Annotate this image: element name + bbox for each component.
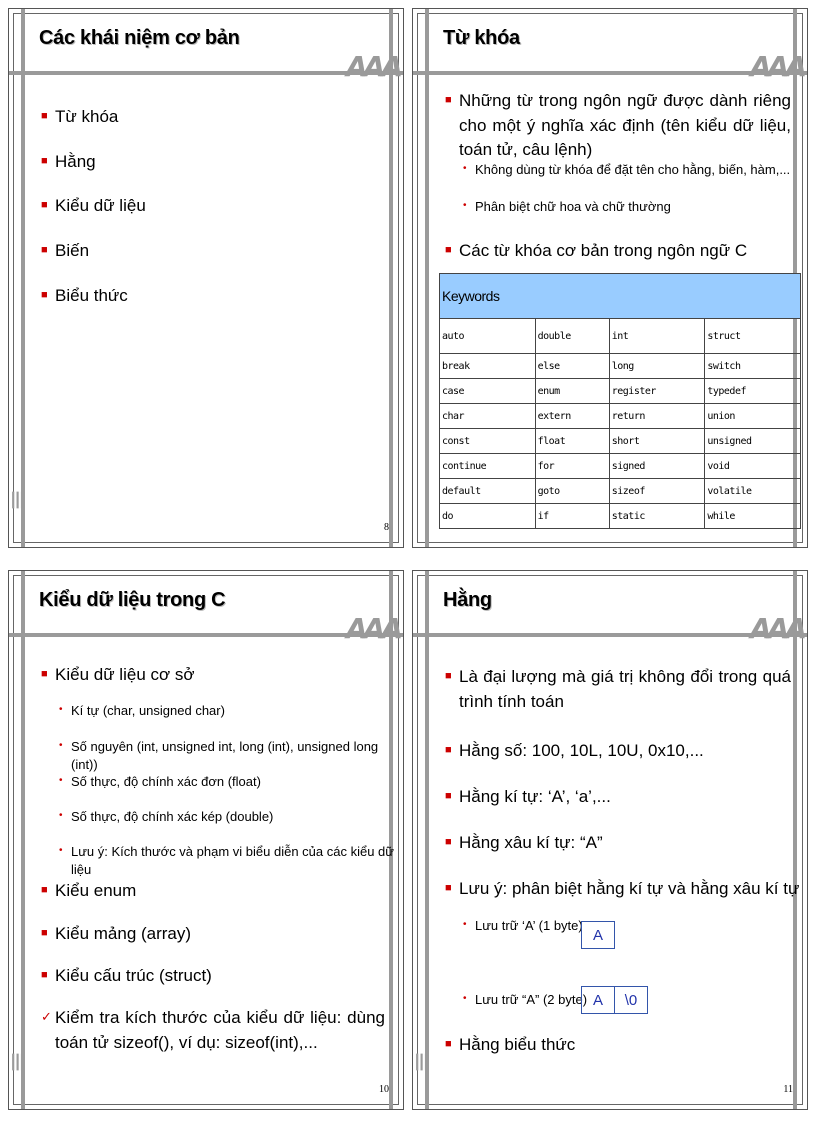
page-number: 11 [783,1084,793,1095]
decoration-icon: AAA [749,612,803,645]
bullet-icon: • [59,775,63,786]
table-row [440,319,801,354]
table-cell: double [535,319,609,354]
table-cell: continue [440,454,536,479]
frame-bar-title [9,71,403,75]
table-cell: register [609,379,705,404]
table-cell: union [705,404,801,429]
bullet-icon: ■ [445,670,452,682]
table-cell: short [609,429,705,454]
table-cell: switch [705,354,801,379]
bullet-icon: ■ [41,969,48,981]
frame-bar-left [21,9,25,547]
frame-bar-title [413,633,807,637]
frame-bar-left [425,9,429,547]
bullet-icon: ■ [41,155,48,167]
sub-bullet-item: • Lưu trữ ‘A’ (1 byte) [463,918,583,933]
bullet-item: ■ Hằng xâu kí tự: “A” [445,833,603,852]
page-number: 8 [384,522,389,533]
table-cell: break [440,354,536,379]
bullet-icon: ■ [41,110,48,122]
table-cell: extern [535,404,609,429]
table-header: Keywords [440,274,801,319]
bullet-item: ■ Những từ trong ngôn ngữ được dành riêng cho một ý nghĩa xác định (tên kiểu dữ liệu, toán tử, câu lệnh) [445,91,791,160]
slide-title: Các khái niệm cơ bản [39,27,240,49]
table-cell: goto [535,479,609,504]
bullet-icon: • [59,740,63,751]
bullet-icon: ■ [445,94,452,106]
table-cell: sizeof [609,479,705,504]
table-cell: static [609,504,705,529]
table-cell: if [535,504,609,529]
bullet-icon: ■ [41,244,48,256]
bullet-icon: ■ [445,790,452,802]
bullet-item: ■ Hằng [41,152,96,171]
bullet-icon: • [463,993,467,1004]
bullet-icon: ■ [41,199,48,211]
check-item: ✓ Kiểm tra kích thước của kiểu dữ liệu: dùng toán tử sizeof(), ví dụ: sizeof(int),... [41,1008,385,1052]
sub-bullet-item: • Số nguyên (int, unsigned int, long (int), unsigned long (int)) [59,739,379,773]
table-row [440,354,801,379]
table-cell: long [609,354,705,379]
bullet-item: ■ Kiểu dữ liệu [41,196,146,215]
slide-title: Từ khóa [443,27,520,49]
bullet-item: ■ Kiểu mảng (array) [41,924,192,943]
bullet-item: ■ Các từ khóa cơ bản trong ngôn ngữ C [445,241,748,260]
table-row [440,479,801,504]
bullet-item: ■ Hằng kí tự: ‘A’, ‘a’,... [445,787,611,806]
bullet-item: ■ Hằng số: 100, 10L, 10U, 0x10,... [445,741,704,760]
table-cell: default [440,479,536,504]
bullet-icon: ■ [41,884,48,896]
page-number: 10 [379,1084,389,1095]
bullet-item: ■ Lưu ý: phân biệt hằng kí tự và hằng xâu kí tự [445,879,800,898]
check-icon: ✓ [41,1009,52,1024]
table-cell: return [609,404,705,429]
sub-bullet-item: • Không dùng từ khóa để đặt tên cho hằng, biến, hàm,... [463,162,791,177]
bullet-icon: ■ [41,289,48,301]
bullet-item: ■ Hằng biểu thức [445,1035,576,1054]
bullet-icon: • [463,200,467,211]
sub-bullet-item: • Lưu trữ “A” (2 byte) [463,992,588,1007]
table-cell: enum [535,379,609,404]
bullet-icon: ■ [41,668,48,680]
table-cell: struct [705,319,801,354]
bullet-icon: • [59,845,63,856]
table-cell: typedef [705,379,801,404]
table-row [440,404,801,429]
memory-cell: A [581,986,615,1014]
sub-bullet-item: • Số thực, độ chính xác kép (double) [59,809,274,824]
decoration-icon: AAA [749,50,803,83]
slide-8 [8,8,404,548]
sub-bullet-item: • Số thực, độ chính xác đơn (float) [59,774,261,789]
bullet-item: ■ Biểu thức [41,286,128,305]
bullet-icon: ■ [445,1038,452,1050]
decoration-icon: ꔖ [11,489,21,514]
bullet-icon: ■ [445,882,452,894]
bullet-item: ■ Biến [41,241,90,260]
decoration-icon: AAA [345,50,399,83]
bullet-icon: • [59,704,63,715]
table-cell: while [705,504,801,529]
table-cell: case [440,379,536,404]
decoration-icon: AAA [345,612,399,645]
frame-bar-left [425,571,429,1109]
decoration-icon: ꔖ [415,1051,425,1076]
bullet-icon: • [463,163,467,174]
slide-frame [13,13,399,543]
table-cell: do [440,504,536,529]
bullet-icon: ■ [445,244,452,256]
frame-bar-title [413,71,807,75]
table-row [440,454,801,479]
table-cell: auto [440,319,536,354]
memory-cell: \0 [614,986,648,1014]
frame-bar-title [9,633,403,637]
table-cell: void [705,454,801,479]
table-cell: signed [609,454,705,479]
sub-bullet-item: • Phân biệt chữ hoa và chữ thường [463,199,671,214]
table-cell: for [535,454,609,479]
slide-10 [8,570,404,1110]
bullet-icon: • [59,810,63,821]
table-row [440,379,801,404]
slide-11 [412,570,808,1110]
decoration-icon: ꔖ [11,1051,21,1076]
bullet-item: ■ Kiểu cấu trúc (struct) [41,966,212,985]
table-cell: else [535,354,609,379]
memory-cell: A [581,921,615,949]
bullet-icon: ■ [445,836,452,848]
bullet-item: ■ Kiểu dữ liệu cơ sở [41,665,195,684]
table-row [440,429,801,454]
sub-bullet-item: • Lưu ý: Kích thước và phạm vi biểu diễn của các kiểu dữ liệu [59,844,394,878]
bullet-icon: ■ [445,744,452,756]
table-row [440,504,801,529]
frame-bar-right [389,9,393,547]
table-cell: int [609,319,705,354]
frame-bar-right [793,571,797,1109]
keywords-table [439,273,801,529]
table-cell: char [440,404,536,429]
slide-title: Hằng [443,589,492,611]
bullet-item: ■ Là đại lượng mà giá trị không đổi trong quá trình tính toán [445,667,791,711]
table-cell: unsigned [705,429,801,454]
frame-bar-left [21,571,25,1109]
bullet-icon: • [463,919,467,930]
table-cell: const [440,429,536,454]
frame-bar-right [389,571,393,1109]
bullet-icon: ■ [41,927,48,939]
bullet-item: ■ Từ khóa [41,107,119,126]
bullet-item: ■ Kiểu enum [41,881,137,900]
sub-bullet-item: • Kí tự (char, unsigned char) [59,703,225,718]
table-cell: float [535,429,609,454]
table-cell: volatile [705,479,801,504]
slide-9 [412,8,808,548]
slide-title: Kiểu dữ liệu trong C [39,589,226,611]
